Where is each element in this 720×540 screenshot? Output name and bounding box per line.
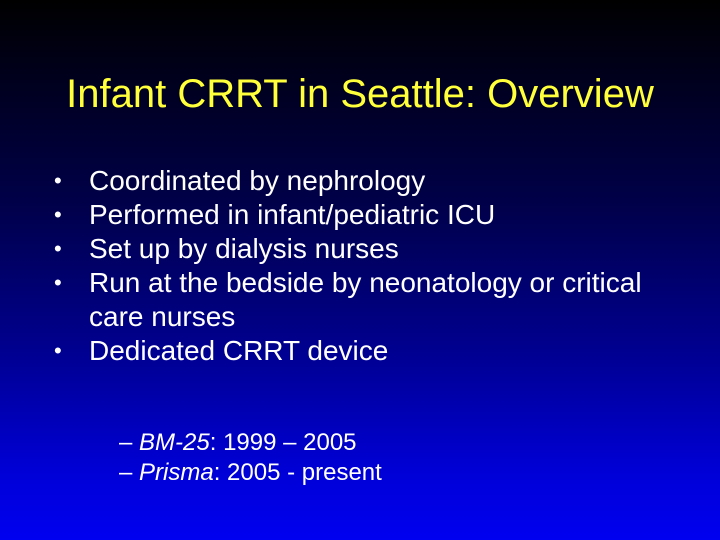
bullet-text: Performed in infant/pediatric ICU xyxy=(89,199,496,230)
bullet-marker: • xyxy=(54,168,62,193)
bullet-marker: • xyxy=(54,236,62,261)
device-name: BM-25 xyxy=(139,429,210,456)
sub-bullet-list xyxy=(119,428,382,488)
device-period: 1999 – 2005 xyxy=(223,429,357,456)
device-period: 2005 - present xyxy=(227,459,382,486)
bullet-text: Run at the bedside by neonatology or critical care nurses xyxy=(89,267,642,332)
slide-title: Infant CRRT in Seattle: Overview xyxy=(66,72,654,116)
sub-bullet-item xyxy=(119,428,382,458)
sub-bullet-item xyxy=(119,458,382,488)
bullet-text: Dedicated CRRT device xyxy=(89,335,389,366)
bullet-item xyxy=(54,266,694,334)
bullet-item xyxy=(54,232,694,266)
bullet-text: Set up by dialysis nurses xyxy=(89,233,399,264)
sub-bullet-dash: – xyxy=(119,429,133,456)
sub-bullet-colon: : xyxy=(209,429,217,456)
bullet-marker: • xyxy=(54,338,62,363)
sub-bullet-colon: : xyxy=(213,459,221,486)
bullet-item xyxy=(54,198,694,232)
bullet-item xyxy=(54,334,694,368)
sub-bullet-dash: – xyxy=(119,459,133,486)
bullet-marker: • xyxy=(54,270,62,295)
bullet-list xyxy=(54,164,694,368)
bullet-text: Coordinated by nephrology xyxy=(89,165,426,196)
bullet-item xyxy=(54,164,694,198)
device-name: Prisma xyxy=(139,459,214,486)
bullet-marker: • xyxy=(54,202,62,227)
